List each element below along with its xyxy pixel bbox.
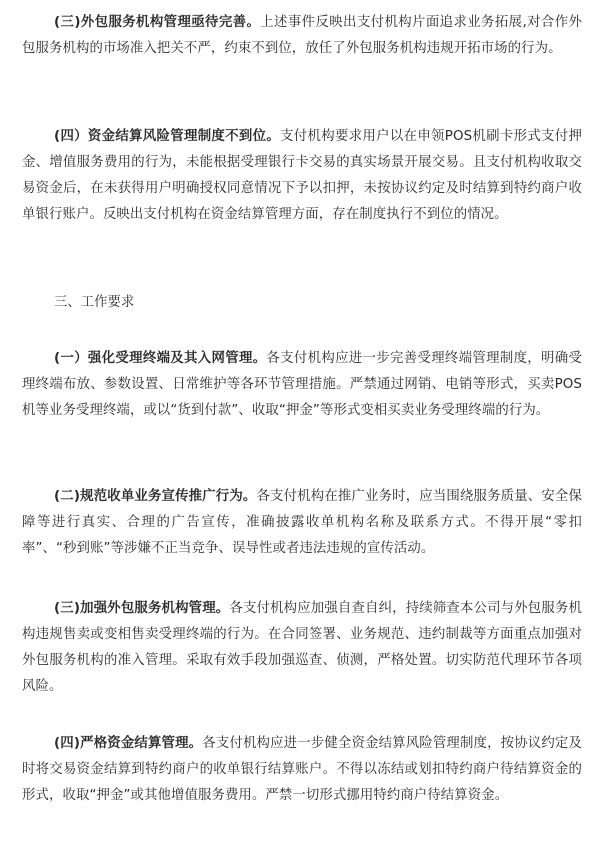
paragraph-text: 支付机构要求用户以在申领POS机刷卡形式支付押金、增值服务费用的行为，未能根据受理银行卡交易的真实场景开展交易。且支付机构收取交易资金后，在未获得用户明确授权同意情况下予以扣押，未按协议约定及时结算到特约商户收单银行账户。反映出支付机构在资金结算管理方面，存在制度执行不到位的情况。 (22, 129, 582, 222)
paragraph-text: 各支付机构应加强自查自纠，持续筛查本公司与外包服务机构违规售卖或变相售卖受理终端的行为。在合同签署、业务规范、违约制裁等方面重点加强对外包服务机构的准入管理。采取有效手段加强巡查、侦测，严格处置。切实防范代理环节各项风险。 (22, 601, 582, 694)
paragraph-lead: (四）资金结算风险管理制度不到位。 (54, 129, 281, 144)
paragraph-lead: (三)外包服务机构管理亟待完善。 (54, 15, 261, 30)
paragraph-text: 上述事件反映出支付机构片面追求业务拓展,对合作外包服务机构的市场准入把关不严，约束不到位，放任了外包服务机构违规开拓市场的行为。 (22, 15, 582, 56)
paragraph-fund-settlement-risk (22, 124, 582, 228)
paragraph-promotion-regulation (22, 484, 582, 562)
paragraph-lead: (一）强化受理终端及其入网管理。 (54, 351, 267, 366)
section-heading: 三、工作要求 (54, 295, 135, 310)
paragraph-outsourcing-management (22, 10, 582, 62)
paragraph-strict-settlement (22, 731, 582, 809)
paragraph-outsourcing-strengthen (22, 596, 582, 700)
paragraph-lead: (二)规范收单业务宣传推广行为。 (54, 489, 257, 504)
paragraph-lead: (三)加强外包服务机构管理。 (54, 601, 230, 616)
paragraph-lead: (四)严格资金结算管理。 (54, 736, 203, 751)
paragraph-text: 各支付机构在推广业务时，应当围绕服务质量、安全保障等进行真实、合理的广告宣传，准确披露收单机构名称及联系方式。不得开展“零扣率”、“秒到账”等涉嫌不正当竞争、误导性或者违法违规的宣传活动。 (22, 489, 582, 556)
paragraph-text: 各支付机构应进一步健全资金结算风险管理制度，按协议约定及时将交易资金结算到特约商户的收单银行结算账户。不得以冻结或划扣特约商户待结算资金的形式，收取“押金”或其他增值服务费用。严禁一切形式挪用特约商户待结算资金。 (22, 736, 582, 803)
paragraph-text: 各支付机构应进一步完善受理终端管理制度，明确受理终端布放、参数设置、日常维护等各环节管理措施。严禁通过网销、电销等形式，买卖POS机等业务受理终端，或以“货到付款”、收取“押金”等形式变相买卖业务受理终端的行为。 (22, 351, 582, 418)
paragraph-terminal-management (22, 346, 582, 424)
